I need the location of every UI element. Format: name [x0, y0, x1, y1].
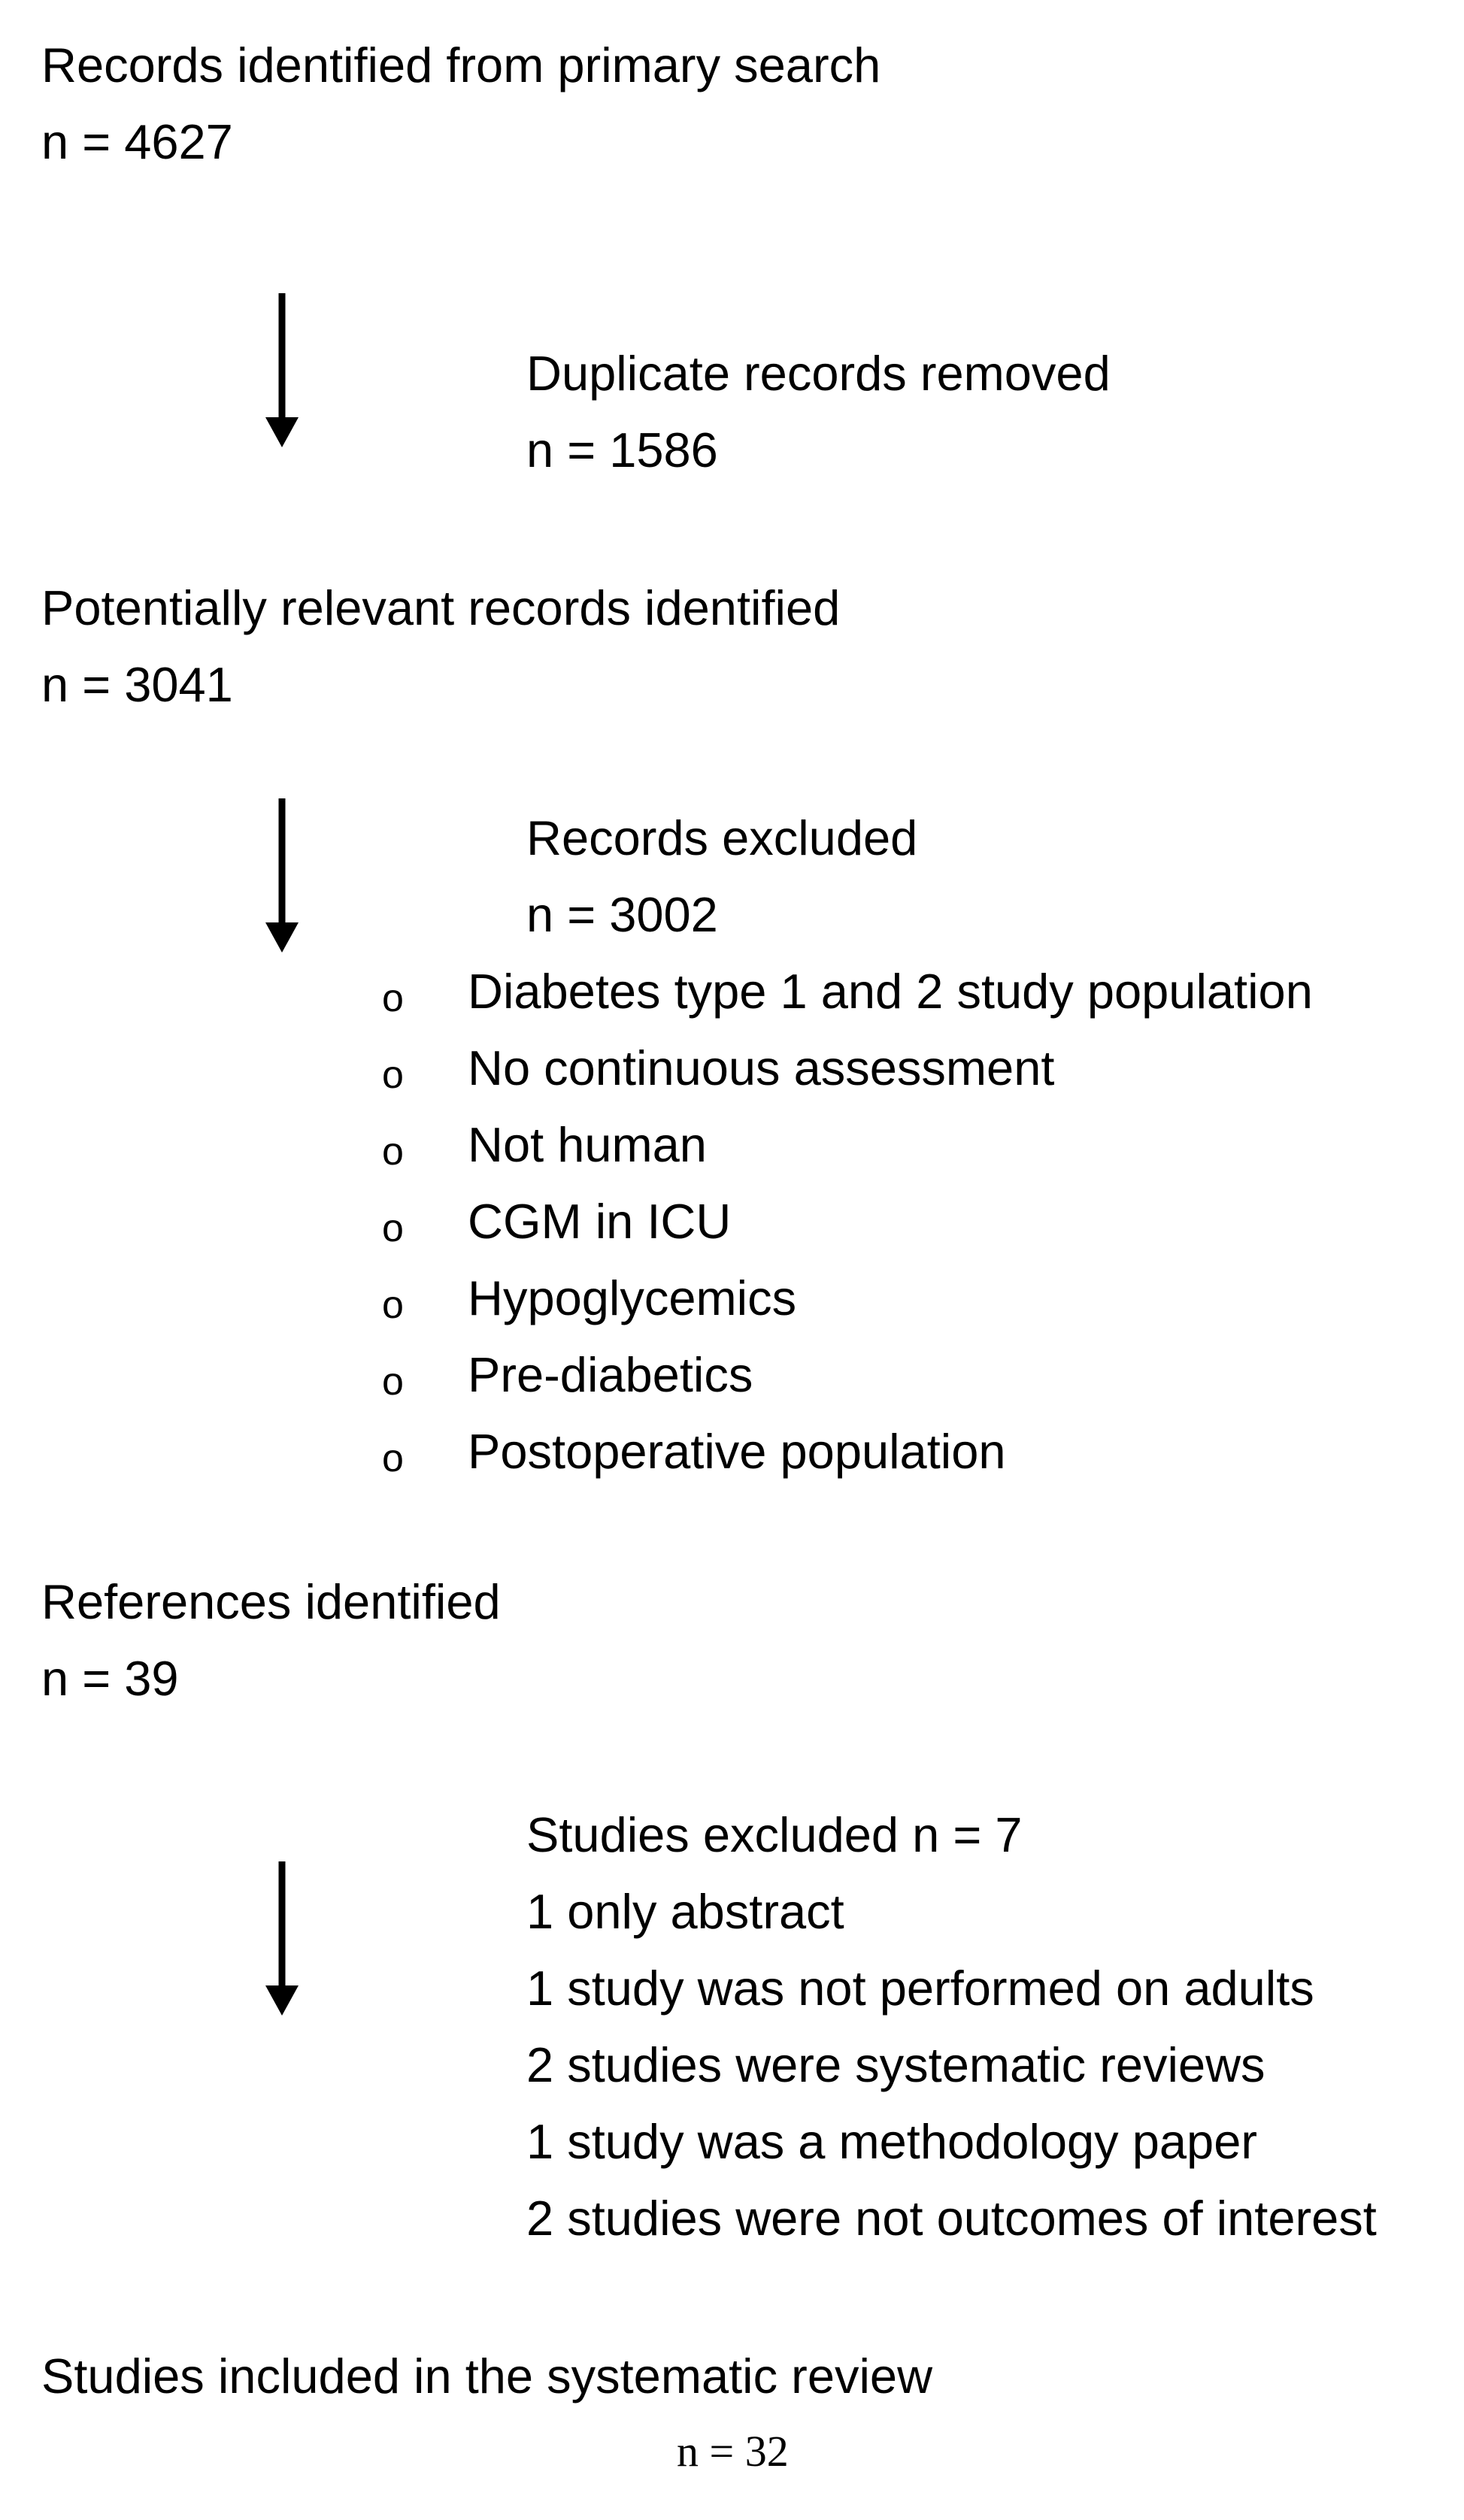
bullet-circle-icon: o: [382, 1053, 404, 1097]
exclusion-reason: Pre-diabetics: [468, 1347, 753, 1402]
exclusion-reason: No continuous assessment: [468, 1040, 1055, 1095]
studies-excluded-reason: 2 studies were not outcomes of interest: [526, 2191, 1377, 2246]
step4-count: n = 32: [677, 2427, 789, 2476]
bullet-circle-icon: o: [382, 1207, 404, 1250]
step1-label: Records identified from primary search: [41, 38, 881, 92]
bullet-circle-icon: o: [382, 1283, 404, 1327]
step3-label: References identified: [41, 1574, 501, 1629]
duplicates-removed-label: Duplicate records removed: [526, 346, 1111, 401]
exclusion-reason: Diabetes type 1 and 2 study population: [468, 964, 1313, 1019]
duplicates-removed-count: n = 1586: [526, 423, 718, 477]
bullet-circle-icon: o: [382, 977, 404, 1020]
studies-excluded-reason: 1 study was a methodology paper: [526, 2114, 1257, 2169]
exclusion-reason: Hypoglycemics: [468, 1271, 797, 1325]
bullet-circle-icon: o: [382, 1130, 404, 1174]
step1-count: n = 4627: [41, 114, 233, 169]
down-arrow-icon: [259, 798, 305, 956]
step4-label: Studies included in the systematic review: [41, 2349, 933, 2403]
studies-excluded-reason: 2 studies were systematic reviews: [526, 2037, 1265, 2092]
step2-count: n = 3041: [41, 657, 233, 712]
step2-label: Potentially relevant records identified: [41, 580, 841, 635]
step3-count: n = 39: [41, 1651, 179, 1706]
exclusion-reason: Postoperative population: [468, 1424, 1006, 1479]
studies-excluded-reason: 1 only abstract: [526, 1884, 844, 1939]
down-arrow-icon: [259, 293, 305, 451]
exclusion-reason: CGM in ICU: [468, 1194, 732, 1249]
bullet-circle-icon: o: [382, 1437, 404, 1480]
records-excluded-count: n = 3002: [526, 887, 718, 942]
records-excluded-label: Records excluded: [526, 810, 918, 865]
exclusion-reason: Not human: [468, 1117, 707, 1172]
studies-excluded-reason: 1 study was not performed on adults: [526, 1961, 1314, 2016]
bullet-circle-icon: o: [382, 1360, 404, 1404]
down-arrow-icon: [259, 1861, 305, 2019]
studies-excluded-label: Studies excluded n = 7: [526, 1807, 1023, 1862]
